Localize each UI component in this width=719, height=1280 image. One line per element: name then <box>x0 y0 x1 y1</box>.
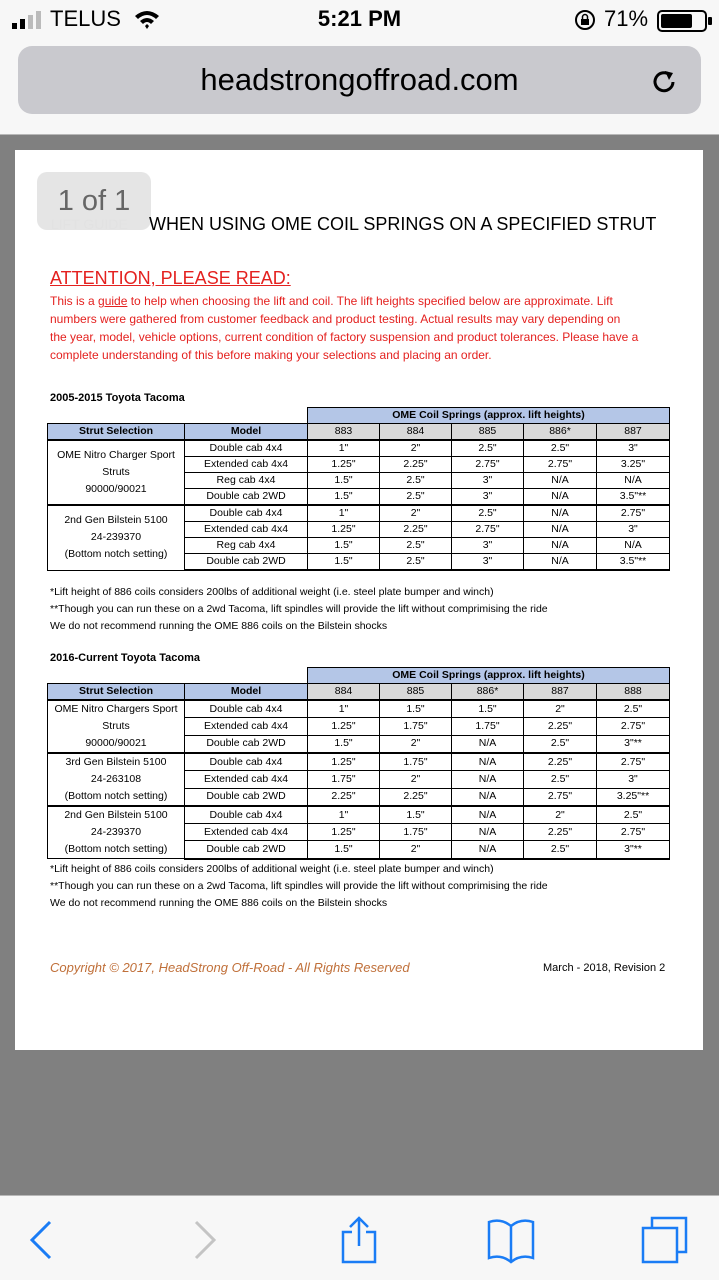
lift-value-cell: 3" <box>597 771 670 788</box>
lift-value-cell: N/A <box>452 841 524 859</box>
strut-line: 90000/90021 <box>85 483 147 495</box>
lift-value-cell: 1.75" <box>308 771 380 788</box>
lift-value-cell: 2" <box>524 700 597 718</box>
coil-header: 886* <box>524 424 597 441</box>
coil-header: 885 <box>452 424 524 441</box>
lift-value-cell: 1.25" <box>308 522 380 538</box>
lift-value-cell: 3.5"** <box>597 489 670 506</box>
lift-value-cell: 3" <box>452 538 524 554</box>
blank-cell <box>185 668 308 684</box>
strut-line: (Bottom notch setting) <box>64 843 168 855</box>
lift-value-cell: 2.5" <box>380 489 452 506</box>
model-header: Model <box>185 684 308 701</box>
lift-value-cell: 2.75" <box>524 788 597 806</box>
lift-value-cell: 1.5" <box>308 473 380 489</box>
lift-value-cell: 1.75" <box>380 718 452 735</box>
browser-bottom-toolbar <box>0 1195 719 1280</box>
model-cell: Double cab 2WD <box>185 554 308 571</box>
lift-value-cell: 1.5" <box>452 700 524 718</box>
lift-value-cell: 1.5" <box>308 841 380 859</box>
coil-springs-header: OME Coil Springs (approx. lift heights) <box>308 408 670 424</box>
model-cell: Double cab 2WD <box>185 735 308 753</box>
strut-selection-cell <box>48 440 185 505</box>
attention-heading: ATTENTION, PLEASE READ: <box>50 268 291 288</box>
table-column-header-row <box>48 424 670 441</box>
table-row <box>48 440 670 457</box>
status-bar <box>0 0 719 40</box>
doc-title: WHEN USING OME COIL SPRINGS ON A SPECIFIED STRUT <box>149 214 657 234</box>
battery-percent: 71% <box>604 6 649 31</box>
model-cell: Double cab 4x4 <box>185 806 308 824</box>
page-indicator: 1 of 1 <box>37 172 151 230</box>
battery-icon <box>657 10 713 32</box>
lift-value-cell: 2" <box>524 806 597 824</box>
lift-value-cell: 1.25" <box>308 457 380 473</box>
lift-value-cell: 1.5" <box>380 700 452 718</box>
lift-value-cell: 2.25" <box>308 788 380 806</box>
lift-value-cell: 3" <box>452 554 524 571</box>
lift-value-cell: 2" <box>380 735 452 753</box>
lift-value-cell: 2.5" <box>524 735 597 753</box>
strut-line: OME Nitro Chargers Sport <box>54 703 178 715</box>
lift-value-cell: 2.25" <box>380 457 452 473</box>
lift-table-2016-current <box>47 667 670 860</box>
lift-value-cell: 2.75" <box>452 457 524 473</box>
coil-header: 887 <box>524 684 597 701</box>
model-cell: Double cab 2WD <box>185 489 308 506</box>
carrier-name: TELUS <box>50 6 121 31</box>
strut-line: 2nd Gen Bilstein 5100 <box>64 514 168 527</box>
lift-value-cell: 3" <box>452 473 524 489</box>
tabs-icon[interactable] <box>640 1216 690 1264</box>
lift-value-cell: N/A <box>452 771 524 788</box>
lift-value-cell: 2" <box>380 505 452 522</box>
url-text[interactable]: headstrongoffroad.com <box>200 62 519 97</box>
lift-value-cell: 3.5"** <box>597 554 670 571</box>
strut-selection-cell <box>48 753 185 806</box>
table-row <box>48 806 670 824</box>
lift-value-cell: 2.5" <box>380 554 452 571</box>
model-cell: Reg cab 4x4 <box>185 473 308 489</box>
blank-cell <box>48 668 185 684</box>
open-book-icon[interactable] <box>486 1216 536 1264</box>
address-bar[interactable] <box>18 46 701 114</box>
pdf-page <box>15 150 703 1050</box>
lift-value-cell: 2.5" <box>524 841 597 859</box>
lift-value-cell: 1.5" <box>308 554 380 571</box>
coil-header: 884 <box>308 684 380 701</box>
orientation-lock-icon <box>574 9 596 31</box>
section-title-2005-2015: 2005-2015 Toyota Tacoma <box>50 392 185 404</box>
coil-springs-header: OME Coil Springs (approx. lift heights) <box>308 668 670 684</box>
lift-value-cell: 3.25"** <box>597 788 670 806</box>
model-cell: Double cab 4x4 <box>185 753 308 771</box>
lift-value-cell: N/A <box>597 538 670 554</box>
reload-icon[interactable] <box>648 66 680 98</box>
lift-value-cell: 2.25" <box>524 753 597 771</box>
lift-value-cell: 2.25" <box>524 718 597 735</box>
lift-value-cell: N/A <box>452 788 524 806</box>
lift-value-cell: 2.25" <box>524 824 597 841</box>
lift-value-cell: N/A <box>452 735 524 753</box>
strut-line: Struts <box>102 466 130 478</box>
lift-value-cell: 1.25" <box>308 753 380 771</box>
strut-selection-header: Strut Selection <box>48 424 185 441</box>
coil-header: 887 <box>597 424 670 441</box>
coil-header: 883 <box>308 424 380 441</box>
lift-value-cell: 2.5" <box>597 700 670 718</box>
notes-2005-2015 <box>50 584 548 635</box>
notes-2016-current <box>50 861 548 912</box>
coil-header: 884 <box>380 424 452 441</box>
lift-value-cell: N/A <box>524 554 597 571</box>
lift-value-cell: 1.5" <box>308 489 380 506</box>
note-line: **Though you can run these on a 2wd Tacoma, lift spindles will provide the lift without comprimising the ride <box>50 603 548 615</box>
back-chevron-left-icon[interactable] <box>18 1216 68 1264</box>
lift-value-cell: 2.75" <box>597 505 670 522</box>
coil-header: 888 <box>597 684 670 701</box>
attention-notice: This is a guide to help when choosing the lift and coil. The lift heights specified below are approximate. Lift numbers were gathered from customer feedback and product testing. Actual results may vary depending on the year, model, vehicle options, current condition of factory suspension and product tolerances. Please have a complete understanding of this before making your selections and placing an order. <box>50 294 639 362</box>
strut-line: Struts <box>102 720 130 732</box>
strut-line: 24-239370 <box>90 531 142 544</box>
strut-line: 24-239370 <box>90 826 142 838</box>
model-cell: Extended cab 4x4 <box>185 824 308 841</box>
lift-value-cell: 2.5" <box>597 806 670 824</box>
lift-value-cell: 2.25" <box>380 788 452 806</box>
lift-value-cell: 2.25" <box>380 522 452 538</box>
strut-selection-cell <box>48 505 185 570</box>
section-title-2016-current: 2016-Current Toyota Tacoma <box>50 652 200 664</box>
lift-value-cell: 1.5" <box>308 538 380 554</box>
lift-value-cell: N/A <box>524 473 597 489</box>
table-group-header-row <box>48 408 670 424</box>
strut-line: 3rd Gen Bilstein 5100 <box>65 756 167 768</box>
lift-value-cell: 2" <box>380 440 452 457</box>
model-cell: Double cab 4x4 <box>185 440 308 457</box>
strut-line: (Bottom notch setting) <box>64 790 168 802</box>
revision-text: March - 2018, Revision 2 <box>543 962 666 974</box>
lift-value-cell: N/A <box>524 489 597 506</box>
coil-header: 885 <box>380 684 452 701</box>
lift-value-cell: 2" <box>380 841 452 859</box>
lift-value-cell: 1.75" <box>380 824 452 841</box>
model-cell: Double cab 4x4 <box>185 505 308 522</box>
note-line: *Lift height of 886 coils considers 200lbs of additional weight (i.e. steel plate bumper and winch) <box>50 863 494 875</box>
share-icon[interactable] <box>334 1216 384 1264</box>
lift-value-cell: 1" <box>308 440 380 457</box>
browser-top-bar <box>0 40 719 135</box>
lift-value-cell: 2.5" <box>524 440 597 457</box>
strut-selection-cell <box>48 806 185 859</box>
model-cell: Extended cab 4x4 <box>185 771 308 788</box>
lift-value-cell: 2.75" <box>452 522 524 538</box>
lift-value-cell: N/A <box>452 753 524 771</box>
lift-value-cell: 1.75" <box>452 718 524 735</box>
lift-value-cell: 2.5" <box>380 473 452 489</box>
blank-cell <box>185 408 308 424</box>
strut-line: 2nd Gen Bilstein 5100 <box>64 809 168 821</box>
lift-value-cell: 2.5" <box>524 771 597 788</box>
lift-value-cell: 2" <box>380 771 452 788</box>
lift-value-cell: 1" <box>308 700 380 718</box>
lift-value-cell: 1.25" <box>308 718 380 735</box>
lift-value-cell: 3"** <box>597 841 670 859</box>
lift-value-cell: 1.5" <box>380 806 452 824</box>
lift-value-cell: 1.5" <box>308 735 380 753</box>
strut-selection-cell <box>48 700 185 753</box>
note-line: We do not recommend running the OME 886 coils on the Bilstein shocks <box>50 897 388 909</box>
model-cell: Extended cab 4x4 <box>185 457 308 473</box>
lift-value-cell: 2.5" <box>452 505 524 522</box>
copyright-text: Copyright © 2017, HeadStrong Off-Road - All Rights Reserved <box>50 960 410 975</box>
lift-value-cell: N/A <box>452 806 524 824</box>
table-row <box>48 505 670 522</box>
model-cell: Extended cab 4x4 <box>185 522 308 538</box>
strut-line: 24-263108 <box>90 773 142 785</box>
strut-line: 90000/90021 <box>85 737 147 749</box>
note-line: We do not recommend running the OME 886 coils on the Bilstein shocks <box>50 620 388 632</box>
table-row <box>48 700 670 718</box>
lift-value-cell: 1" <box>308 505 380 522</box>
lift-value-cell: 2.75" <box>524 457 597 473</box>
model-cell: Extended cab 4x4 <box>185 718 308 735</box>
lift-value-cell: 2.75" <box>597 824 670 841</box>
model-cell: Double cab 2WD <box>185 788 308 806</box>
strut-selection-header: Strut Selection <box>48 684 185 701</box>
guide-link: guide <box>98 294 128 308</box>
lift-value-cell: 3" <box>452 489 524 506</box>
note-line: *Lift height of 886 coils considers 200lbs of additional weight (i.e. steel plate bumper and winch) <box>50 586 494 598</box>
model-cell: Double cab 4x4 <box>185 700 308 718</box>
lift-value-cell: 3"** <box>597 735 670 753</box>
model-cell: Reg cab 4x4 <box>185 538 308 554</box>
table-group-header-row <box>48 668 670 684</box>
table-row <box>48 753 670 771</box>
lift-value-cell: 1.25" <box>308 824 380 841</box>
table-column-header-row <box>48 684 670 701</box>
lift-value-cell: N/A <box>524 522 597 538</box>
note-line: **Though you can run these on a 2wd Tacoma, lift spindles will provide the lift without comprimising the ride <box>50 880 548 892</box>
lift-value-cell: 1" <box>308 806 380 824</box>
lift-table-2005-2015 <box>47 407 670 571</box>
lift-value-cell: 2.5" <box>452 440 524 457</box>
forward-chevron-right-icon[interactable] <box>178 1216 228 1264</box>
lift-value-cell: 2.5" <box>380 538 452 554</box>
lift-value-cell: 3" <box>597 522 670 538</box>
coil-header: 886* <box>452 684 524 701</box>
lift-value-cell: N/A <box>524 505 597 522</box>
model-cell: Double cab 2WD <box>185 841 308 859</box>
lift-value-cell: 1.75" <box>380 753 452 771</box>
lift-value-cell: 3.25" <box>597 457 670 473</box>
lift-value-cell: N/A <box>597 473 670 489</box>
strut-line: OME Nitro Charger Sport <box>57 449 175 461</box>
strut-line: (Bottom notch setting) <box>64 548 168 561</box>
clock: 5:21 PM <box>317 6 402 31</box>
lift-value-cell: N/A <box>452 824 524 841</box>
blank-cell <box>48 408 185 424</box>
lift-value-cell: 3" <box>597 440 670 457</box>
lift-value-cell: 2.75" <box>597 753 670 771</box>
lift-value-cell: 2.75" <box>597 718 670 735</box>
model-header: Model <box>185 424 308 441</box>
lift-value-cell: N/A <box>524 538 597 554</box>
